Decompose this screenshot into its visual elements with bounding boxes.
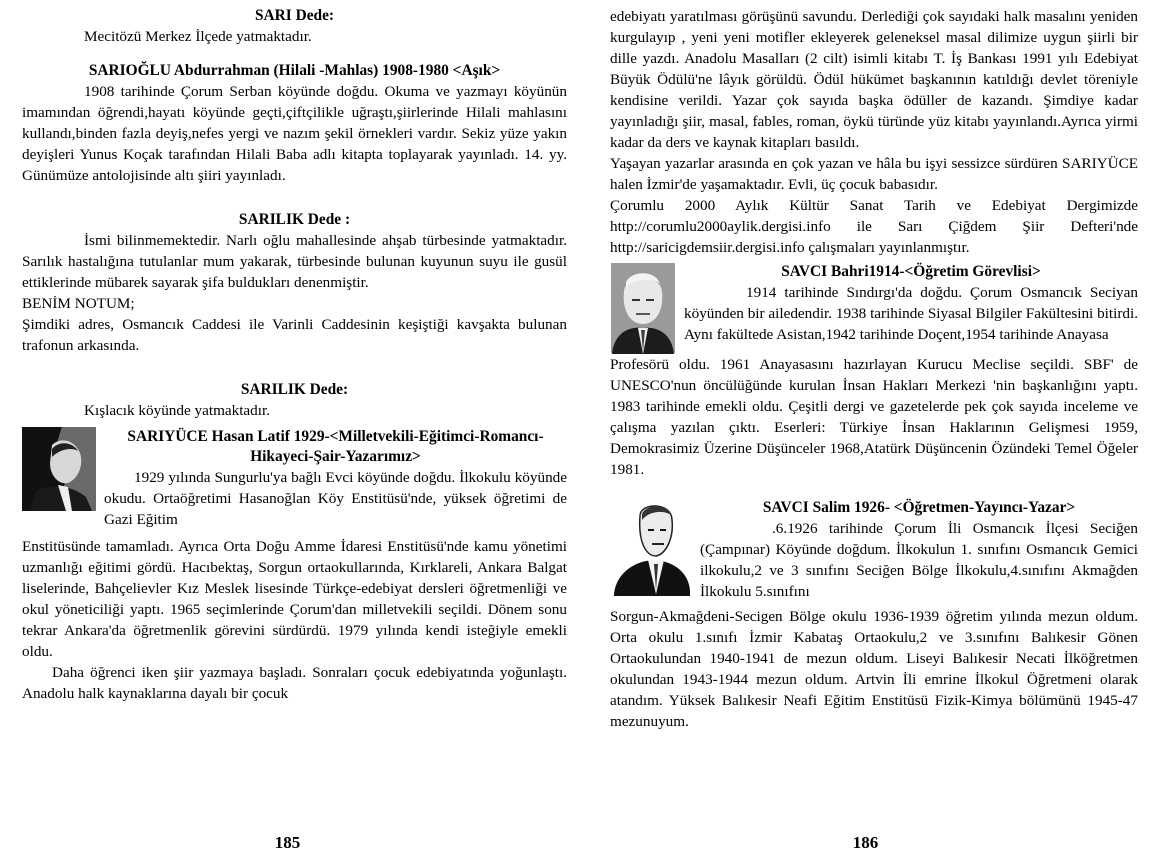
portrait-photo	[22, 427, 96, 511]
entry-heading: SARILIK Dede :	[238, 211, 351, 228]
continuation-text: Çorumlu 2000 Aylık Kültür Sanat Tarih ve Edebiyat Dergimizde http://corumlu2000aylik.dergisi.info ile Sarı Çiğdem Şiir Defteri'nde http://saricigdemsiir.dergisi.info çalışmaları yayınlanmıştır.	[610, 197, 1138, 256]
entry-heading: SARILIK Dede:	[240, 381, 349, 398]
entry-text: İsmi bilinmemektedir. Narlı oğlu mahallesinde ahşab türbesinde yatmaktadır. Sarılık hastalığına tutulanlar mum yakarak, türbesinde bulunan kuyunun suyu ile gusül ettiklerinde mübarek sayarak şifa buldukları denenmiştir.	[22, 232, 567, 291]
entry-text: 1929 yılında Sungurlu'ya bağlı Evci köyünde doğdu. İlkokulu köyünde okudu. Ortaöğretimi Hasanoğlan Köy Enstitüsü'nde, yüksek öğretimi de Gazi Eğitim	[104, 469, 567, 528]
entry-heading: SARIYÜCE Hasan Latif 1929-<Milletvekili-Eğitimci-Romancı-Hikayeci-Şair-Yazarımız>	[127, 428, 544, 465]
portrait-photo	[610, 262, 676, 354]
entry-savci-salim	[610, 498, 1138, 602]
note-label: BENİM NOTUM;	[22, 295, 135, 312]
continuation-text: edebiyatı yaratılması görüşünü savundu. Derlediği çok sayıdaki halk masalını yeniden kurgulayıp , yeni yeni motifler ekleyerek geleneksel masal dilimize uygun şiirli bir dille yazdı. Anadolu Masalları (2 cilt) isimli kitabı T. İş Bankası 1991 yılı Edebiyat Büyük Ödülü'ne lâyık görüldü. Ödül hükümet başkanının katıldığı devlet töreniyle kendisine verildi. Yazar çok sayıda başka ödüller de kazandı. Şimdiye kadar yayınladığı şiir, masal, fables, roman, öykü türünde yüz kitabı yayınlandı.Ayrıca yirmi kadar da ders ve kaynak kitapları basıldı.	[610, 8, 1138, 151]
entry-heading: SARIOĞLU Abdurrahman (Hilali -Mahlas) 1908-1980 <Aşık>	[88, 62, 501, 79]
entry-text: Mecitözü Merkez İlçede yatmaktadır.	[84, 28, 312, 45]
entry-text: 1914 tarihinde Sındırgı'da doğdu. Çorum Osmancık Seciyan köyünden bir ailedendir. 1938 tarihinde Siyasal Bilgiler Fakültesini bitirdi. Aynı fakültede Asistan,1942 tarihinde Doçent,1954 tarihinde Anayasa	[684, 284, 1138, 343]
page-number: 185	[274, 833, 301, 852]
entry-sariyuce	[22, 427, 567, 530]
entry-text: .6.1926 tarihinde Çorum İli Osmancık İlçesi Seciğen (Çampınar) Köyünde doğdum. İlkokulun 1. sınıfını Osmancık Gemici ilkokulu,2 ve 3 sınıfını Seciğen Bölge İlkokulu,4.sınıfını Akmağden İlkokulu 5.sınıfını	[700, 520, 1138, 600]
page-number: 186	[852, 833, 879, 852]
left-page	[0, 0, 575, 863]
entry-text: Sorgun-Akmağdeni-Secigen Bölge okulu 1936-1939 öğretim yılında mezun oldum. Orta okulu 1.sınıfı İzmir Kabataş Ortaokulu,2 ve 3.sınıfını Balıkesir Gönen Ortaokulundan 1940-1941 de mezun oldum. Liseyi Balıkesir Necati İlköğretmen okulundan 1943-1944 mezun oldum. Artvin İli emrine İlkokul Öğretmeni olarak atandım. Yüksek Balıkesir Neafi Eğitim Enstitüsü Fizik-Kimya bölümünü 1945-47 mezunuyum.	[610, 608, 1138, 730]
continuation-text: Yaşayan yazarlar arasında en çok yazan ve hâla bu işyi sessizce sürdüren SARIYÜCE halen İzmir'de yaşamaktadır. Evli, üç çocuk babasıdır.	[610, 155, 1138, 193]
entry-text: Daha öğrenci iken şiir yazmaya başladı. Sonraları çocuk edebiyatında yoğunlaştı. Anadolu halk kaynaklarına dayalı bir çocuk	[22, 664, 567, 702]
right-page	[577, 0, 1154, 863]
entry-text: Profesörü oldu. 1961 Anayasasını hazırlayan Kurucu Meclise seçildi. SBF' de UNESCO'nun öncülüğünde kurulan İnsan Hakları Merkezi 'nin başkanlığını yaptı. 1983 tarihinde emekli oldu. Çeşitli dergi ve gazetelerde pek çok sayıda inceleme ve çalışma yazılan çıktı. Eserleri: Türkiye İnsan Haklarının Gelişmesi 1959, Demokrasimiz Üzerine Düşünceler 1968,Atatürk Düşüncenin Özündeki Temel Öğeler 1981.	[610, 356, 1138, 478]
entry-savci-bahri	[610, 262, 1138, 354]
entry-heading: SAVCI Salim 1926- <Öğretmen-Yayıncı-Yazar>	[762, 499, 1076, 516]
entry-text: Şimdiki adres, Osmancık Caddesi ile Varinli Caddesinin keşiştiği kavşakta bulunan trafonun arkasında.	[22, 316, 567, 354]
entry-heading: SAVCI Bahri1914-<Öğretim Görevlisi>	[781, 263, 1041, 280]
portrait-photo	[610, 498, 694, 598]
entry-text: Kışlacık köyünde yatmaktadır.	[84, 402, 271, 419]
entry-text: 1908 tarihinde Çorum Serban köyünde doğdu. Okuma ve yazmayı köyünün imamından öğrendi,hayatı köyünde geçti,çiftçilikle uğraştı,şiirlerinde Hilali mahlasını kullandı,binden fazla deyiş,nefes yergi ve nazım şekil örnekleri vardır. Sekiz yüze yakın deyişleri Yunus Koçak tarafından Hilali Baba adlı kitapta toplayarak yayınladı. 14. yy. Günümüze antolojisinde altı şiiri yayınladı.	[22, 83, 567, 184]
entry-text: Enstitüsünde tamamladı. Ayrıca Orta Doğu Amme İdaresi Enstitüsü'nde kamu yönetimi uzmanlığı eğitimi gördü. Hacıbektaş, Sorgun ortaokullarında, Kırklareli, Ankara Balgat liselerinde, Bahçelievler Kız Meslek lisesinde Türkçe-edebiyat dersleri öğretmenliği ve okul yöneticiliği yaptı. 1965 seçimlerinde Çorum'dan milletvekili seçildi. Dönem sonu tekrar Ankara'da öğretmenlik görevini sürdürdü. 1979 yılında kendi isteğiyle emekli oldu.	[22, 538, 567, 660]
entry-heading: SARI Dede:	[254, 7, 335, 24]
